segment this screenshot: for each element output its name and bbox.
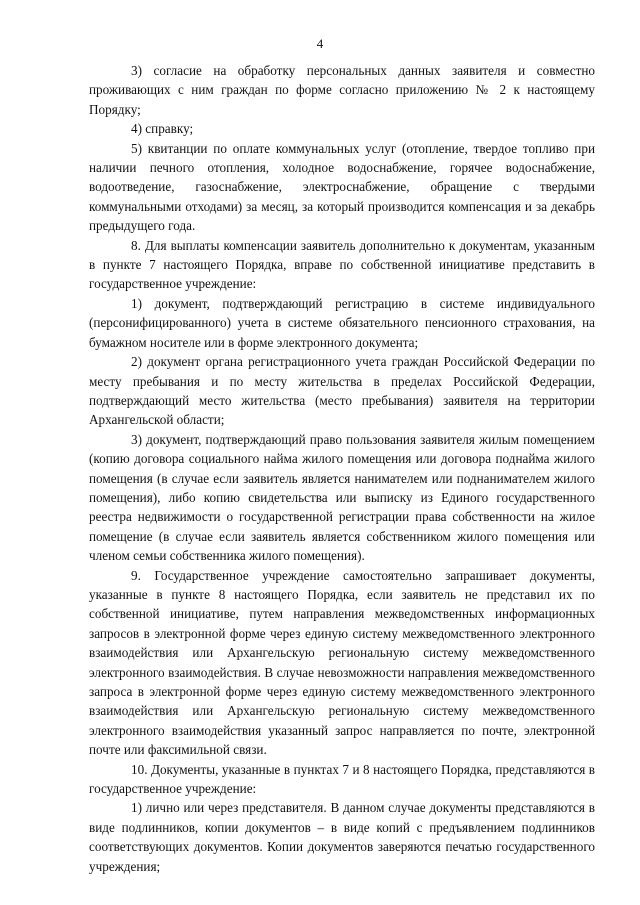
paragraph-clause-10: 10. Документы, указанные в пунктах 7 и 8 настоящего Порядка, представляются в государственное учреждение:: [89, 761, 595, 797]
paragraph-consent: 3) согласие на обработку персональных данных заявителя и совместно проживающих с ним граждан по форме согласно приложению № 2 к настоящему Порядку;: [89, 63, 595, 117]
paragraph-utility-receipts: 5) квитанции по оплате коммунальных услуг (отопление, твердое топливо при наличии печного отопления, холодное водоснабжение, горячее водоснабжение, водоотведение, газоснабжение, электроснабжение, обращение с твердыми коммунальными отходами) за месяц, за который производится компенсация и за декабрь предыдущего года.: [89, 140, 595, 234]
paragraph-certificate: 4) справку;: [131, 121, 194, 137]
page-number: 4: [316, 36, 324, 51]
paragraph-clause-8: 8. Для выплаты компенсации заявитель дополнительно к документам, указанным в пункте 7 настоящего Порядка, вправе по собственной инициативе представить в государственное учреждение:: [89, 237, 595, 292]
document-body: [89, 61, 595, 876]
paragraph-clause-10-item-1: 1) лично или через представителя. В данном случае документы представляются в виде подлинников, копии документов – в виде копий с предъявлением подлинников соответствующих документов. Копии документов заверяются печатью государственного учреждения;: [89, 800, 595, 874]
paragraph-clause-8-item-3: 3) документ, подтверждающий право пользования заявителя жилым помещением (копию договора социального найма жилого помещения или договора поднайма жилого помещения (в случае если заявитель является нанимателем или поднанимателем жилого помещения), либо копию свидетельства или выписку из Единого государственного реестра недвижимости о государственной регистрации права собственности на жилое помещение (в случае если заявитель является собственником жилого помещения или членом семьи собственника жилого помещения).: [89, 431, 595, 564]
paragraph-clause-8-item-1: 1) документ, подтверждающий регистрацию в системе индивидуального (персонифицированного) учета в системе обязательного пенсионного страхования, на бумажном носителе или в форме электронного документа;: [89, 295, 595, 350]
paragraph-clause-8-item-2: 2) документ органа регистрационного учета граждан Российской Федерации по месту пребывания и по месту жительства в пределах Российской Федерации, подтверждающий место жительства (место пребывания) заявителя на территории Архангельской области;: [89, 354, 595, 428]
paragraph-clause-9: 9. Государственное учреждение самостоятельно запрашивает документы, указанные в пункте 8 настоящего Порядка, если заявитель не представил их по собственной инициативе, путем направления межведомственных информационных запросов в электронной форме через единую систему межведомственного электронного взаимодействия или Архангельскую региональную систему межведомственного электронного взаимодействия. В случае невозможности направления межведомственного запроса в электронной форме через единую систему межведомственного электронного взаимодействия или Архангельскую региональную систему межведомственного электронного взаимодействия указанный запрос направляется по почте, электронной почте или факсимильной связи.: [89, 567, 595, 758]
